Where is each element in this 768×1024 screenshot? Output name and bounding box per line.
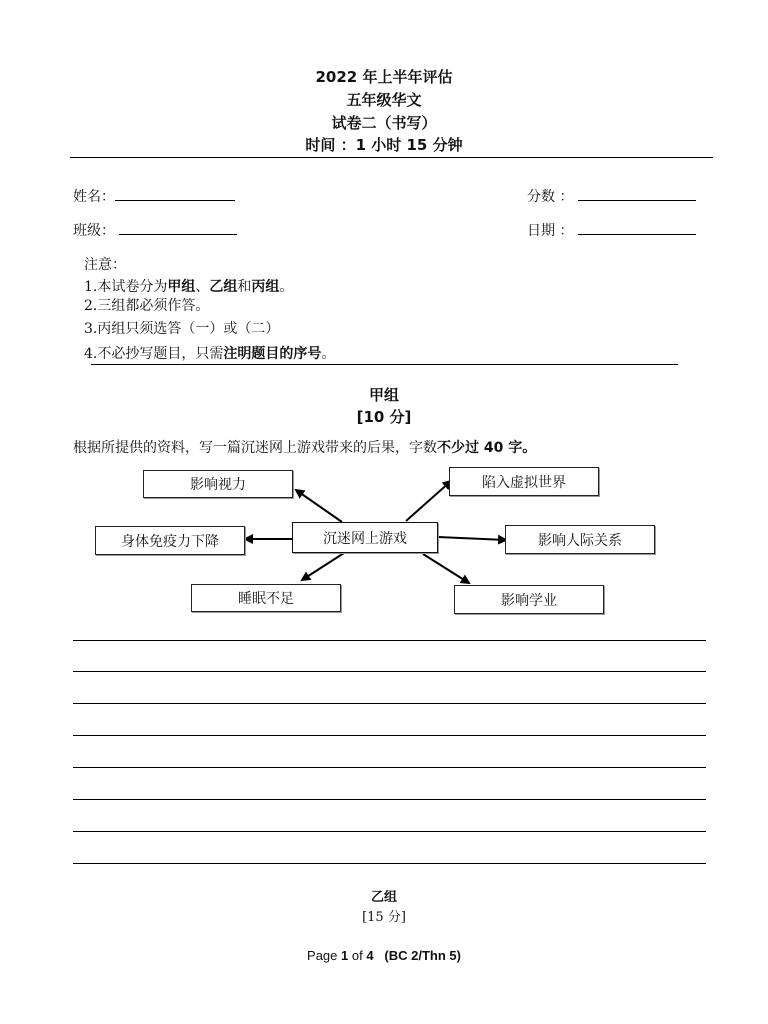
section-a-marks: [10 分] [356, 408, 412, 426]
writing-line [73, 831, 706, 832]
writing-line [73, 799, 706, 800]
exam-duration: 时间 ：1 小时 15 分钟 [305, 136, 463, 154]
writing-line [73, 640, 706, 641]
score-label: 分数 ： [527, 189, 574, 205]
mindmap-node-immunity: 身体免疫力下降 [95, 526, 245, 555]
name-label: 姓名： [73, 189, 115, 205]
exam-subject: 五年级华文 [346, 91, 422, 109]
note-item-3: 3.丙组只须选答（一）或（二） [84, 321, 280, 337]
mindmap-node-study: 影响学业 [454, 585, 604, 614]
paper-code: (BC 2/Thn 5) [384, 948, 461, 963]
exam-title: 2022 年上半年评估 [315, 68, 453, 86]
note-item-4: 4.不必抄写题目，只需注明题目的序号。 [84, 346, 336, 362]
section-b-marks: [15 分] [362, 910, 406, 925]
section-b-title: 乙组 [370, 890, 397, 905]
arrow-virtual-world [406, 481, 451, 521]
mindmap-node-vision: 影响视力 [143, 470, 293, 498]
page-total: 4 [366, 948, 374, 963]
exam-paper: 试卷二（书写） [331, 114, 437, 132]
mindmap-node-virtual-world: 陷入虚拟世界 [449, 467, 599, 496]
writing-line [73, 863, 706, 864]
writing-line [73, 767, 706, 768]
note-item-2: 2.三组都必须作答。 [84, 298, 210, 314]
arrow-sleep [302, 553, 344, 580]
writing-line [73, 703, 706, 704]
mindmap-center: 沉迷网上游戏 [292, 522, 438, 553]
mindmap-node-relationships: 影响人际关系 [505, 525, 655, 554]
arrow-vision [296, 490, 342, 522]
of-word: of [348, 948, 367, 963]
class-label: 班级： [73, 223, 115, 239]
page-word: Page [307, 948, 342, 963]
date-label: 日期 ： [527, 223, 574, 239]
page-footer [0, 948, 768, 963]
writing-line [73, 735, 706, 736]
page-number: 1 [341, 948, 349, 963]
section-a-title: 甲组 [368, 386, 399, 404]
arrow-study [423, 554, 469, 583]
note-item-1: 1.本试卷分为甲组、乙组和丙组。 [84, 279, 294, 295]
mindmap-node-sleep: 睡眠不足 [191, 584, 341, 612]
writing-line [73, 671, 706, 672]
section-a-instruction: 根据所提供的资料，写一篇沉迷网上游戏带来的后果，字数不少过 40 字。 [73, 440, 537, 456]
arrow-relationships [438, 537, 506, 540]
notes-title: 注意： [84, 257, 126, 273]
